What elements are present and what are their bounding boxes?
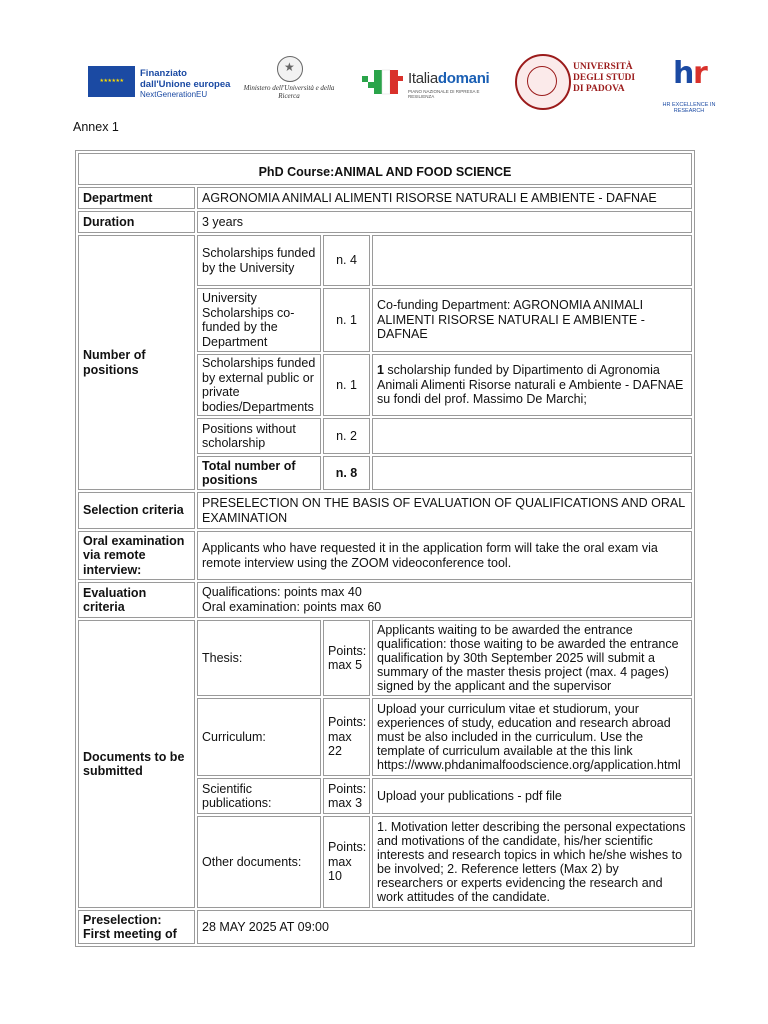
preselection-label: Preselection: First meeting of xyxy=(78,910,195,944)
position-type-without: Positions without scholarship xyxy=(197,418,321,454)
preselection-value: 28 MAY 2025 AT 09:00 xyxy=(197,910,692,944)
ministry-logo-text: Ministero dell'Università e della Ricerca xyxy=(243,84,335,100)
italia-domani-text-b: domani xyxy=(437,70,490,87)
hr-excellence-logo xyxy=(651,56,727,112)
document-curriculum-name: Curriculum: xyxy=(197,698,321,776)
department-value: AGRONOMIA ANIMALI ALIMENTI RISORSE NATURALI E AMBIENTE - DAFNAE xyxy=(197,187,692,209)
position-type-cofunded: University Scholarships co-funded by the Department xyxy=(197,288,321,352)
selection-value: PRESELECTION ON THE BASIS OF EVALUATION OF QUALIFICATIONS AND ORAL EXAMINATION xyxy=(197,492,692,529)
position-type-external: Scholarships funded by external public or private bodies/Departments xyxy=(197,354,321,416)
eu-flag-icon: ★★★★★★ xyxy=(88,66,135,97)
italia-domani-mark-icon xyxy=(362,68,404,96)
annex-label: Annex 1 xyxy=(73,120,119,134)
position-note-without xyxy=(372,418,692,454)
unipd-logo xyxy=(515,54,645,110)
document-other-desc: 1. Motivation letter describing the personal expectations and motivations of the candidate, his/her scientific interests and research topics in which he/she wishes to be involved; 2. Reference letters (Max 2) by researchers or experts evidencing the research and work attitudes of the candidate. xyxy=(372,816,692,908)
hr-logo-text: HR EXCELLENCE IN RESEARCH xyxy=(662,102,716,114)
total-positions-count: n. 8 xyxy=(323,456,370,490)
eu-logo-line2: dall'Unione europea xyxy=(140,79,231,90)
ministry-logo xyxy=(243,56,335,104)
position-count-university: n. 4 xyxy=(323,235,370,286)
evaluation-value xyxy=(197,582,692,618)
eu-funding-logo xyxy=(88,66,238,98)
position-note-university xyxy=(372,235,692,286)
italian-emblem-icon xyxy=(277,56,303,82)
header-logos xyxy=(0,52,768,112)
document-thesis-desc: Applicants waiting to be awarded the entrance qualification: those waiting to be awarded the entrance qualification by 30th September 2025 will submit a summary of the master thesis project (max. 4 pages) signed by the applicant and the supervisor xyxy=(372,620,692,696)
position-count-cofunded: n. 1 xyxy=(323,288,370,352)
course-title-cell xyxy=(78,153,692,185)
document-other-points: Points: max 10 xyxy=(323,816,370,908)
phd-course-table xyxy=(75,150,695,947)
selection-label: Selection criteria xyxy=(78,492,195,529)
evaluation-line1: Qualifications: points max 40 xyxy=(202,585,362,599)
evaluation-label: Evaluation criteria xyxy=(78,582,195,618)
position-note-external xyxy=(372,354,692,416)
position-note-external-count: 1 xyxy=(377,363,384,378)
document-thesis-name: Thesis: xyxy=(197,620,321,696)
italia-domani-text-a: Italia xyxy=(408,70,438,87)
oral-exam-label: Oral examination via remote interview: xyxy=(78,531,195,580)
total-positions-note xyxy=(372,456,692,490)
position-count-without: n. 2 xyxy=(323,418,370,454)
position-note-cofunded: Co-funding Department: AGRONOMIA ANIMALI ALIMENTI RISORSE NATURALI E AMBIENTE - DAFNAE xyxy=(372,288,692,352)
document-publications-desc: Upload your publications - pdf file xyxy=(372,778,692,814)
department-label: Department xyxy=(78,187,195,209)
position-count-external: n. 1 xyxy=(323,354,370,416)
position-type-university: Scholarships funded by the University xyxy=(197,235,321,286)
oral-exam-value: Applicants who have requested it in the application form will take the oral exam via remote interview using the ZOOM videoconference tool. xyxy=(197,531,692,580)
document-curriculum-points: Points: max 22 xyxy=(323,698,370,776)
course-title-value: ANIMAL AND FOOD SCIENCE xyxy=(334,164,512,179)
document-publications-points: Points: max 3 xyxy=(323,778,370,814)
unipd-line1: UNIVERSITÀ xyxy=(573,62,633,72)
italia-domani-subtitle: PIANO NAZIONALE DI RIPRESA E RESILIENZA xyxy=(408,89,480,99)
italia-domani-logo xyxy=(362,64,492,100)
course-title-label: PhD Course: xyxy=(258,164,335,179)
unipd-line3: DI PADOVA xyxy=(573,84,625,94)
document-other-name: Other documents: xyxy=(197,816,321,908)
hr-r-icon: r xyxy=(693,56,708,91)
document-thesis-points: Points: max 5 xyxy=(323,620,370,696)
total-positions-label: Total number of positions xyxy=(197,456,321,490)
hr-h-icon: h xyxy=(673,56,695,91)
unipd-seal-icon xyxy=(515,54,571,110)
evaluation-line2: Oral examination: points max 60 xyxy=(202,599,382,614)
documents-label: Documents to be submitted xyxy=(78,620,195,908)
document-curriculum-desc: Upload your curriculum vitae et studiorum, your experiences of study, education and research abroad must be also included in the curriculum. Use the template of curriculum available at the this link https://www.phdanimalfoodscience.org/application.html xyxy=(372,698,692,776)
position-note-external-text: scholarship funded by Dipartimento di Agronomia Animali Alimenti Risorse naturali e Ambiente - DAFNAE su fondi del prof. Massimo De Marchi; xyxy=(377,363,684,407)
positions-label: Number of positions xyxy=(78,235,195,490)
duration-label: Duration xyxy=(78,211,195,233)
document-publications-name: Scientific publications: xyxy=(197,778,321,814)
eu-logo-line1: Finanziato xyxy=(140,68,187,79)
eu-logo-line3: NextGenerationEU xyxy=(140,90,208,99)
duration-value: 3 years xyxy=(197,211,692,233)
unipd-line2: DEGLI STUDI xyxy=(573,73,636,83)
